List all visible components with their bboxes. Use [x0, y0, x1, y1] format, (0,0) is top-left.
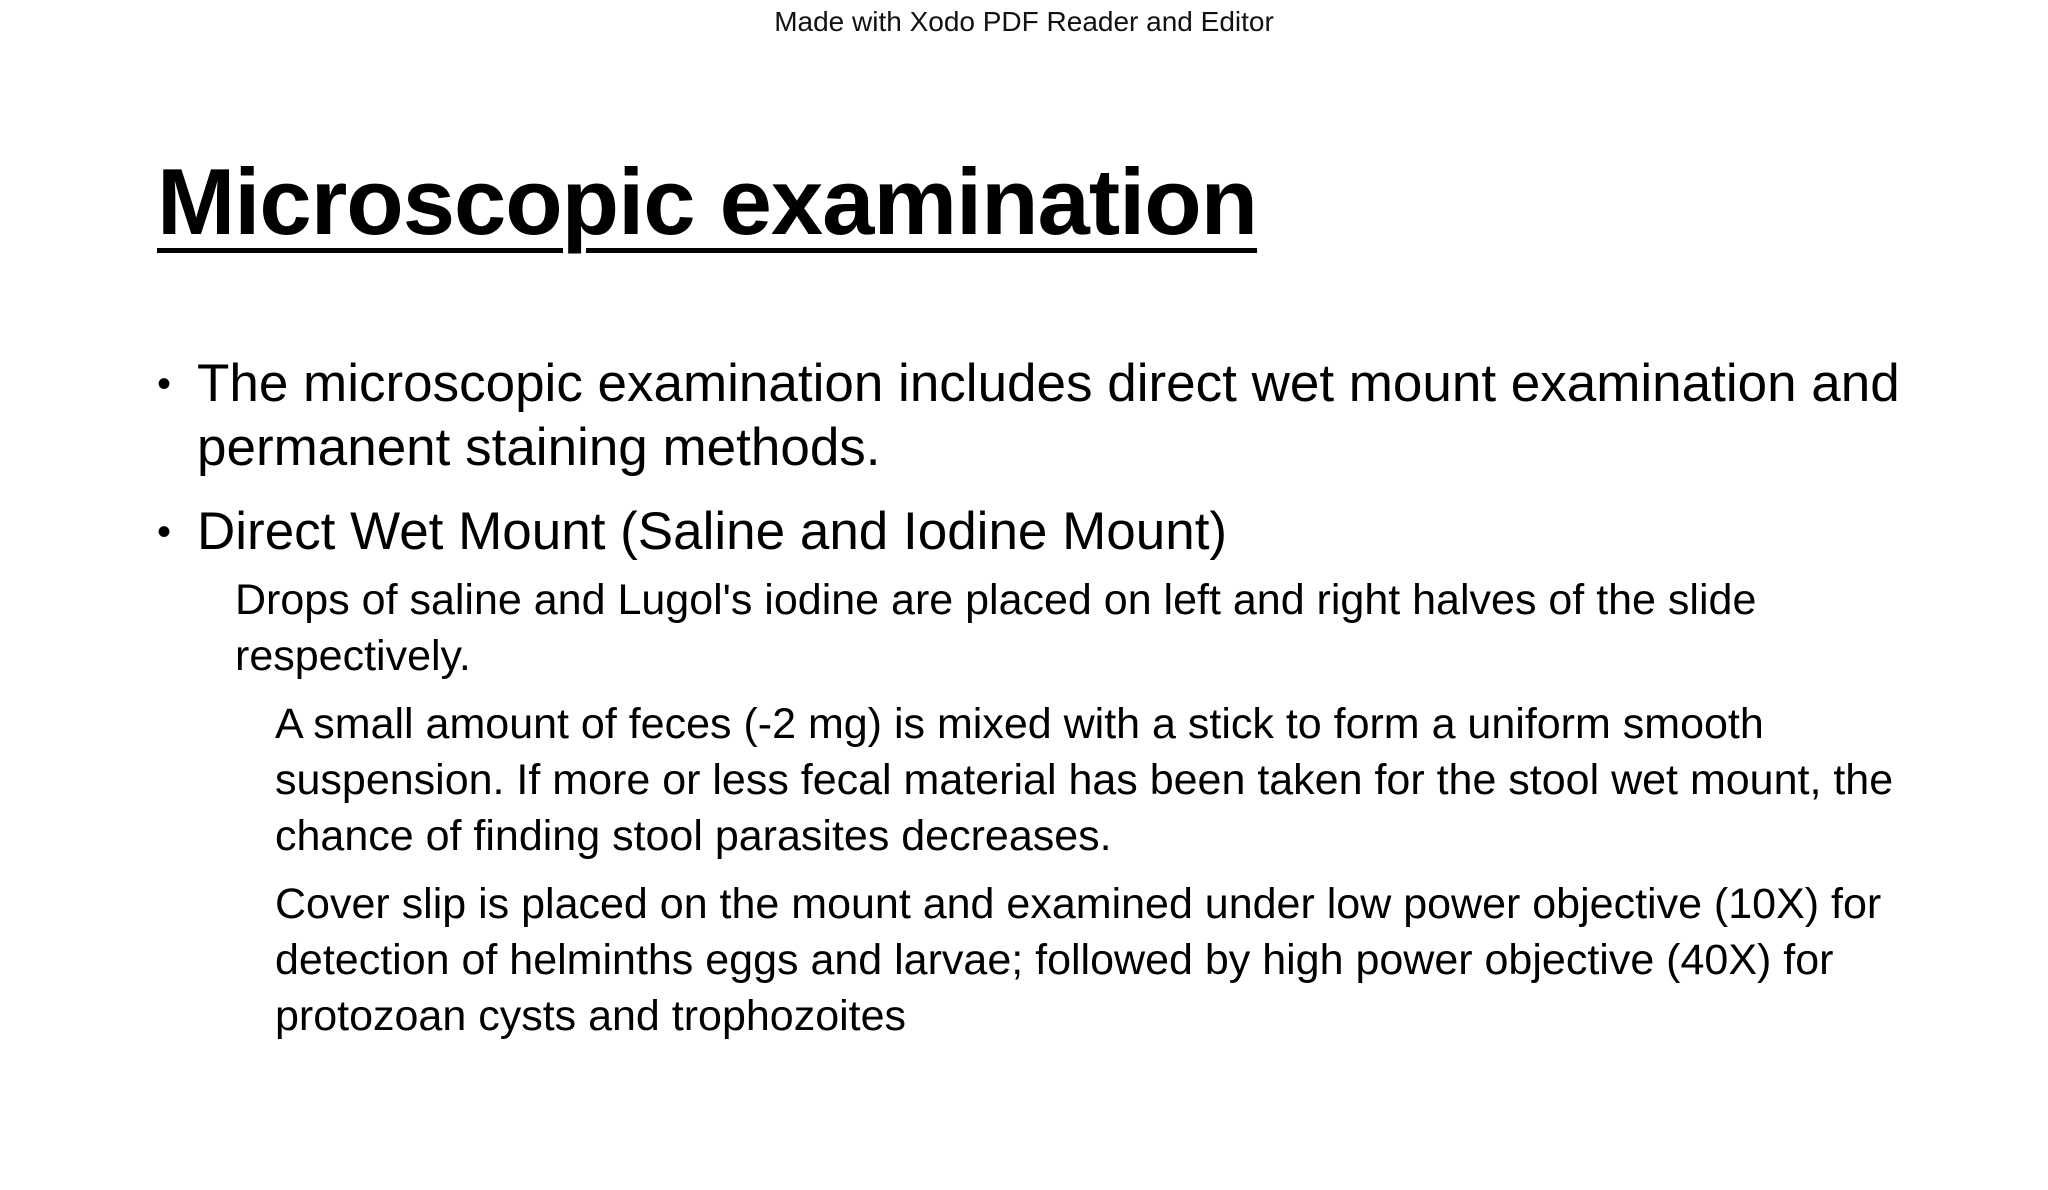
sub-paragraph: Cover slip is placed on the mount and examined under low power objective (10X) for detection of helminths eggs and larvae; followed by high power objective (40X) for protozoan cysts and trophozoites [275, 880, 1882, 1040]
sub-paragraph: Drops of saline and Lugol's iodine are placed on left and right halves of the slide respectively. [235, 576, 1757, 680]
page-title: Microscopic examination [157, 149, 1258, 254]
bullet-marker: • [157, 510, 172, 554]
bullet-marker: • [157, 362, 172, 406]
bullet-text: Direct Wet Mount (Saline and Iodine Mount) [197, 502, 1228, 561]
bullet-item [157, 500, 1917, 564]
watermark-text: Made with Xodo PDF Reader and Editor [774, 6, 1274, 37]
bullet-text: The microscopic examination includes direct wet mount examination and permanent staining methods. [197, 354, 1900, 477]
slide-content [157, 352, 1917, 1044]
bullet-item [157, 352, 1917, 480]
sub-paragraph: A small amount of feces (-2 mg) is mixed with a stick to form a uniform smooth suspension. If more or less fecal material has been taken for the stool wet mount, the chance of finding stool parasites decreases. [275, 700, 1894, 860]
